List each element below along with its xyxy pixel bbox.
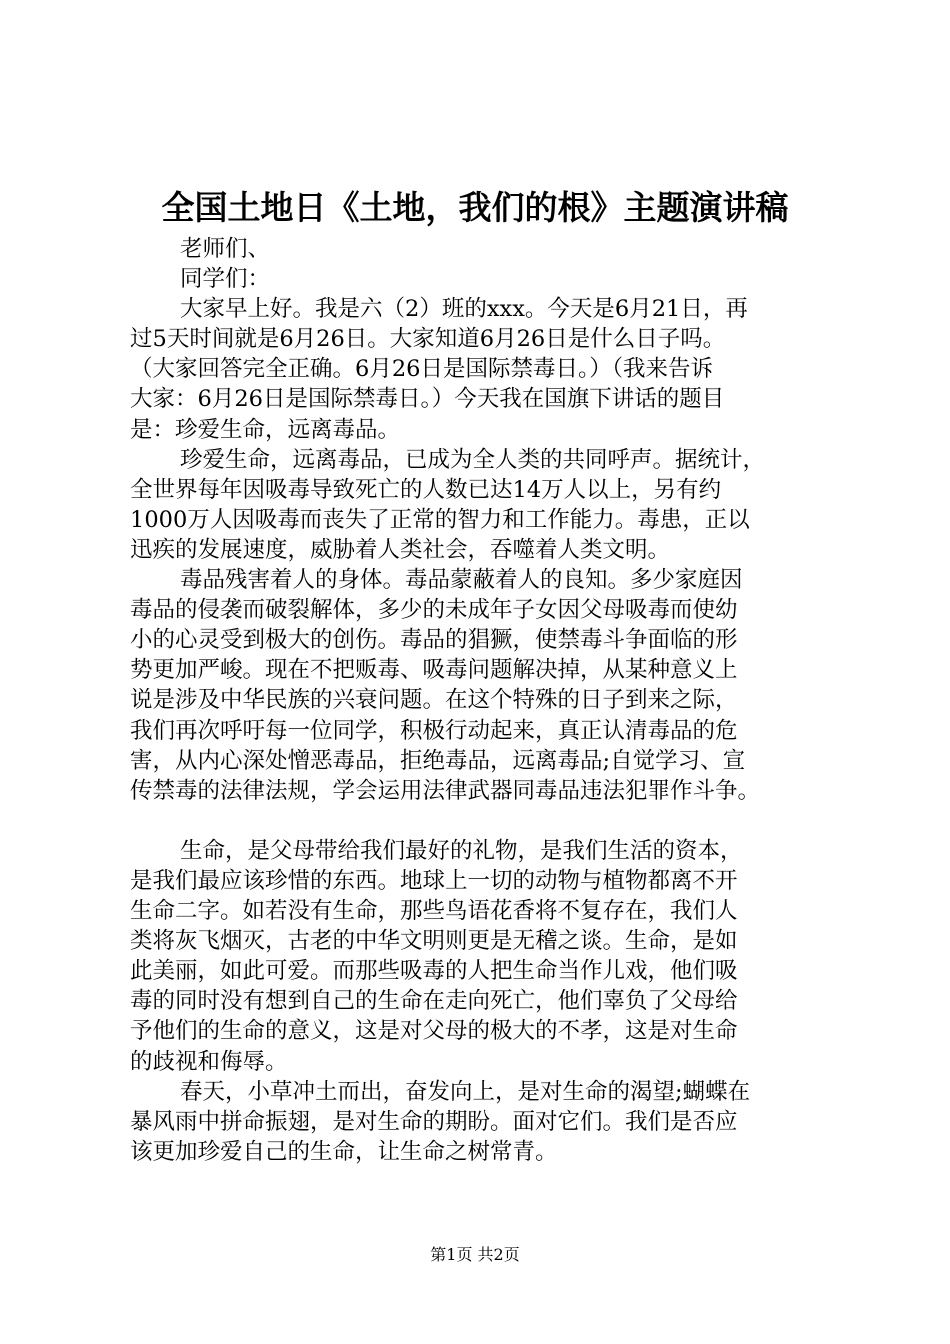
paragraph-line: （大家回答完全正确。6月26日是国际禁毒日。）（我来告诉 xyxy=(130,356,713,383)
paragraph-line: 生命，是父母带给我们最好的礼物，是我们生活的资本， xyxy=(180,837,743,864)
paragraph-line: 珍爱生命，远离毒品，已成为全人类的共同呼声。据统计， xyxy=(180,446,766,473)
paragraph-line: 势更加严峻。现在不把贩毒、吸毒问题解决掉，从某种意义上 xyxy=(130,657,738,684)
page-number-footer: 第1页 共2页 xyxy=(430,1245,520,1264)
document-body xyxy=(130,234,830,1167)
paragraph-line: 我们再次呼吁每一位同学，积极行动起来，真正认清毒品的危 xyxy=(130,717,738,744)
paragraph-line: 说是涉及中华民族的兴衰问题。在这个特殊的日子到来之际， xyxy=(130,687,738,714)
paragraph-line: 害，从内心深处憎恶毒品，拒绝毒品，远离毒品;自觉学习、宣 xyxy=(130,747,746,774)
paragraph-5 xyxy=(130,1077,830,1167)
paragraph-line: 生命二字。如若没有生命，那些鸟语花香将不复存在，我们人 xyxy=(130,898,738,925)
paragraph-line: 毒品残害着人的身体。毒品蒙蔽着人的良知。多少家庭因 xyxy=(180,567,743,594)
salutation-teachers: 老师们、 xyxy=(180,236,271,262)
paragraph-line: 此美丽，如此可爱。而那些吸毒的人把生命当作儿戏，他们吸 xyxy=(130,958,738,985)
paragraph-line: 传禁毒的法律法规，学会运用法律武器同毒品违法犯罪作斗争。 xyxy=(130,777,761,804)
paragraph-line: 毒品的侵袭而破裂解体，多少的未成年子女因父母吸毒而使幼 xyxy=(130,597,738,624)
paragraph-1 xyxy=(130,294,830,444)
paragraph-line: 迅疾的发展速度，威胁着人类社会，吞噬着人类文明。 xyxy=(130,536,671,563)
paragraph-line: 的歧视和侮辱。 xyxy=(130,1048,288,1075)
paragraph-line: 暴风雨中拼命振翅，是对生命的期盼。面对它们。我们是否应 xyxy=(130,1108,738,1135)
paragraph-line: 大家早上好。我是六（2）班的xxx。今天是6月21日，再 xyxy=(180,296,748,323)
paragraph-4 xyxy=(130,836,830,1077)
paragraph-line: 春天，小草冲土而出，奋发向上，是对生命的渴望;蝴蝶在 xyxy=(180,1078,751,1105)
document-title: 全国土地日《土地，我们的根》主题演讲稿 xyxy=(161,188,789,227)
paragraph-3 xyxy=(130,565,830,806)
paragraph-line: 毒的同时没有想到自己的生命在走向死亡，他们辜负了父母给 xyxy=(130,988,738,1015)
paragraph-spacer xyxy=(130,806,830,836)
paragraph-2 xyxy=(130,445,830,565)
paragraph-line: 全世界每年因吸毒导致死亡的人数已达14万人以上，另有约 xyxy=(130,476,722,503)
paragraph-line: 该更加珍爱自己的生命，让生命之树常青。 xyxy=(130,1138,558,1165)
paragraph-line: 是我们最应该珍惜的东西。地球上一切的动物与植物都离不开 xyxy=(130,867,738,894)
paragraph-line: 小的心灵受到极大的创伤。毒品的猖獗，使禁毒斗争面临的形 xyxy=(130,627,738,654)
paragraph-line: 类将灰飞烟灭，古老的中华文明则更是无稽之谈。生命，是如 xyxy=(130,928,738,955)
paragraph-line: 1000万人因吸毒而丧失了正常的智力和工作能力。毒患，正以 xyxy=(130,506,750,533)
paragraph-line: 是：珍爱生命，远离毒品。 xyxy=(130,416,401,443)
salutation-students: 同学们： xyxy=(180,266,271,293)
paragraph-line: 过5天时间就是6月26日。大家知道6月26日是什么日子吗。 xyxy=(130,326,726,353)
paragraph-line: 大家：6月26日是国际禁毒日。）今天我在国旗下讲话的题目 xyxy=(130,386,725,413)
paragraph-line: 予他们的生命的意义，这是对父母的极大的不孝，这是对生命 xyxy=(130,1018,738,1045)
